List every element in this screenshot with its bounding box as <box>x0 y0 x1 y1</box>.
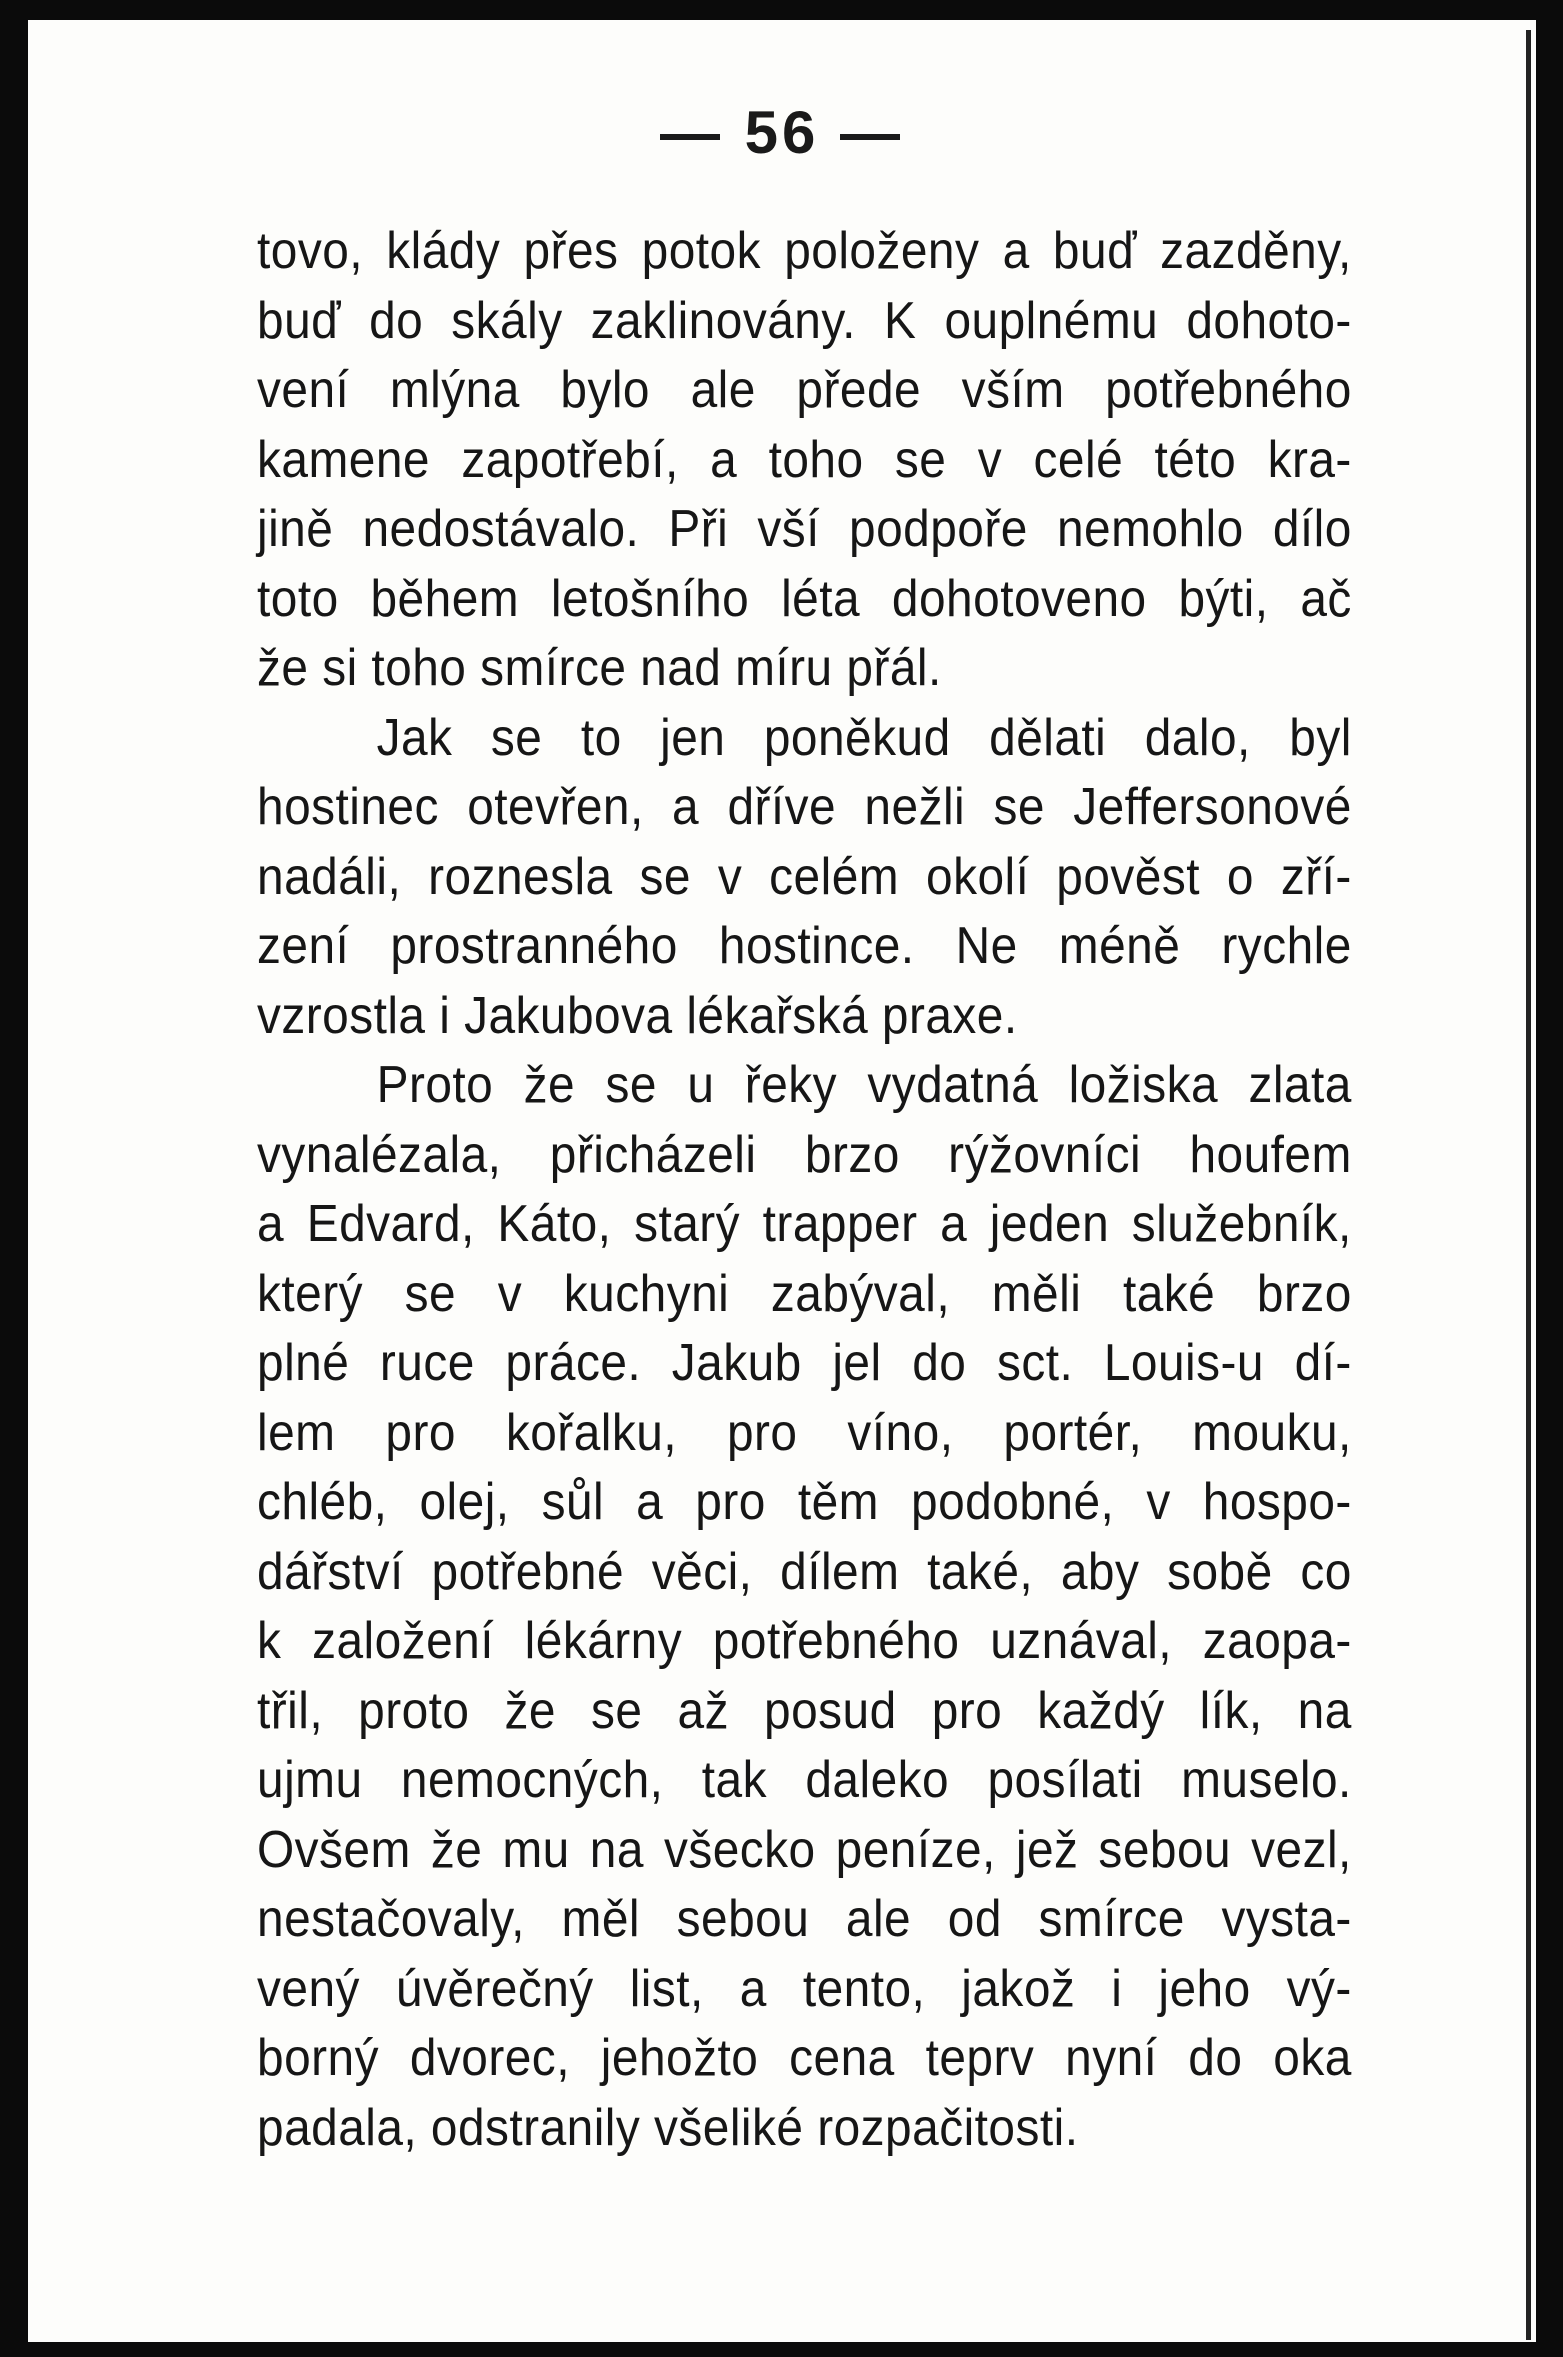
text-line: vení mlýna bylo ale přede vším potřebného <box>257 361 1352 419</box>
text-line: vzrostla i Jakubova lékařská praxe. <box>257 986 1018 1045</box>
text-line: buď do skály zaklinovány. K ouplnému dohoto- <box>257 291 1352 350</box>
text-line: plné ruce práce. Jakub jel do sct. Louis-u dí- <box>257 1334 1352 1392</box>
text-line: Jak se to jen poněkud dělati dalo, byl <box>376 708 1352 767</box>
text-line: k založení lékárny potřebného uznával, zaopa- <box>257 1612 1352 1670</box>
text-line: Proto že se u řeky vydatná ložiska zlata <box>376 1056 1352 1114</box>
text-line: který se v kuchyni zabýval, měli také brzo <box>257 1264 1352 1323</box>
body-text <box>257 217 1361 2163</box>
text-line: chléb, olej, sůl a pro těm podobné, v hospo- <box>257 1473 1352 1531</box>
text-line: lem pro kořalku, pro víno, portér, mouku, <box>257 1403 1352 1462</box>
text-line: hostinec otevřen, a dříve nežli se Jeffersonové <box>257 778 1352 836</box>
text-line: padala, odstranily všeliké rozpačitosti. <box>257 2098 1079 2157</box>
text-line: Ovšem že mu na všecko peníze, jež sebou vezl, <box>257 1820 1352 1879</box>
text-line: kamene zapotřebí, a toho se v celé této kra- <box>257 430 1352 489</box>
text-line: dářství potřebné věci, dílem také, aby sobě co <box>257 1542 1352 1601</box>
text-line: nadáli, roznesla se v celém okolí pověst o zří- <box>257 847 1352 906</box>
text-line: tovo, klády přes potok položeny a buď zazděny, <box>257 222 1352 280</box>
text-line: jině nedostávalo. Při vší podpoře nemohlo dílo <box>257 500 1352 558</box>
page-edge-shadow <box>1526 30 1531 2340</box>
text-line: že si toho smírce nad míru přál. <box>257 639 942 697</box>
book-page <box>28 20 1536 2342</box>
text-line: borný dvorec, jehožto cena teprv nyní do oka <box>257 2029 1352 2087</box>
text-line: zení prostranného hostince. Ne méně rychle <box>257 917 1352 975</box>
page-number: — 56 — <box>659 99 905 166</box>
text-line: toto během letošního léta dohotoveno býti, ač <box>257 569 1352 628</box>
text-line: vynalézala, přicházeli brzo rýžovníci houfem <box>257 1125 1352 1184</box>
text-line: a Edvard, Káto, starý trapper a jeden služebník, <box>257 1195 1352 1253</box>
text-line: třil, proto že se až posud pro každý lík, na <box>257 1681 1352 1740</box>
text-line: nestačovaly, měl sebou ale od smírce vysta- <box>257 1890 1352 1948</box>
text-line: ujmu nemocných, tak daleko posílati muselo. <box>257 1751 1352 1809</box>
text-line: vený úvěrečný list, a tento, jakož i jeho vý- <box>257 1959 1352 2018</box>
